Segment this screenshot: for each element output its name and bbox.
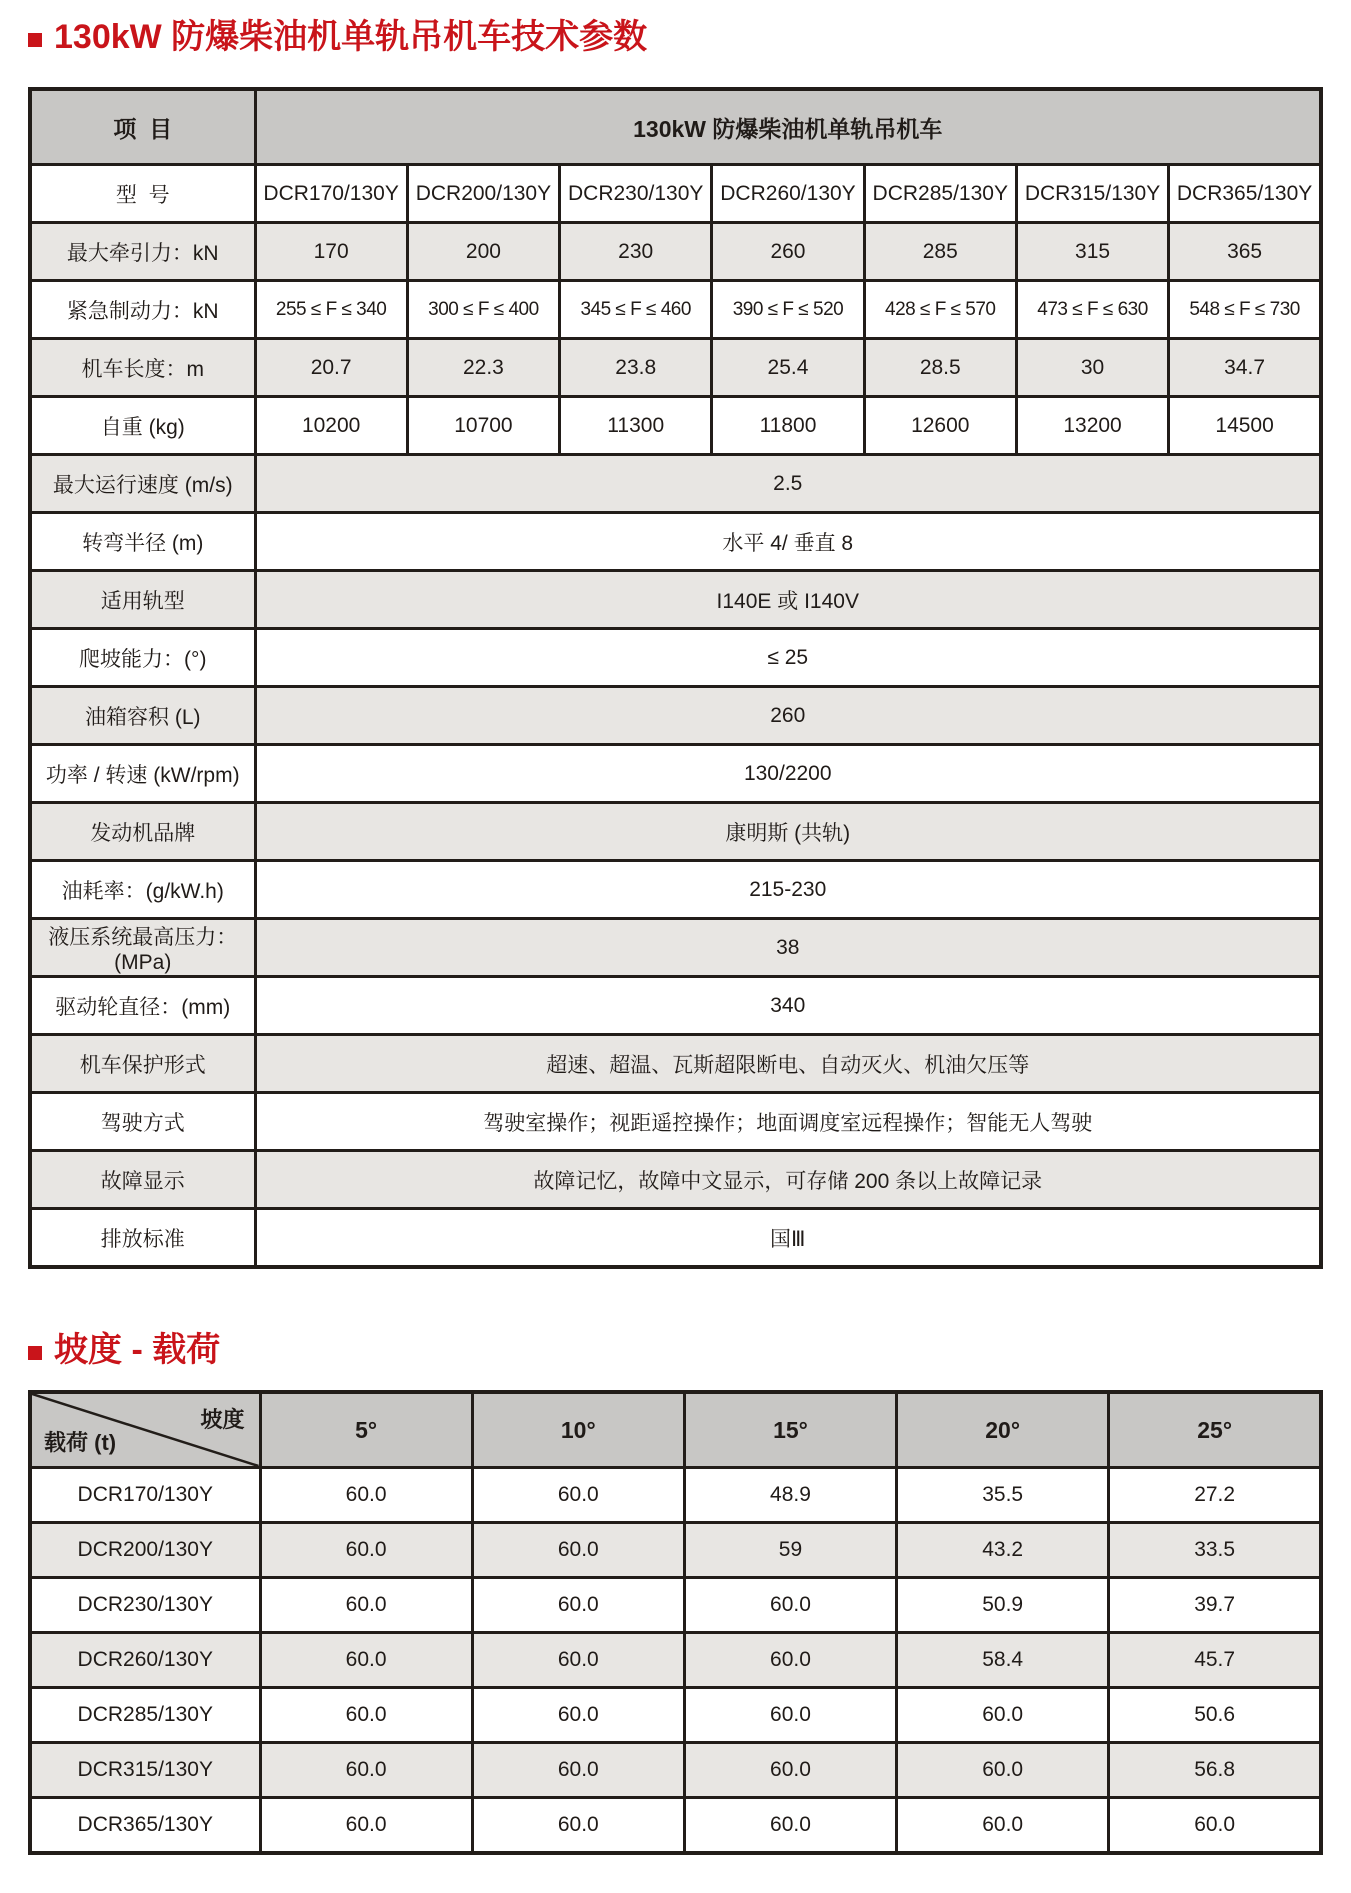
corner-label-load: 载荷 (t) — [44, 1430, 117, 1456]
spec-row-label: 驾驶方式 — [30, 1093, 255, 1151]
slope-cell: 45.7 — [1109, 1633, 1321, 1688]
spec-row-power-rpm — [30, 745, 1321, 803]
slope-header-row — [30, 1392, 1321, 1468]
spec-merged-cell: 130/2200 — [255, 745, 1321, 803]
spec-row-rail-type — [30, 571, 1321, 629]
spec-row-label: 最大牵引力：kN — [30, 223, 255, 281]
spec-cell: 11300 — [560, 397, 712, 455]
slope-column-header: 15° — [684, 1392, 896, 1468]
spec-row-length — [30, 339, 1321, 397]
slope-column-header: 5° — [260, 1392, 472, 1468]
slope-cell: 60.0 — [684, 1743, 896, 1798]
slope-row — [30, 1798, 1321, 1854]
slope-cell: 60.0 — [260, 1743, 472, 1798]
model-cell: DCR365/130Y — [1169, 165, 1321, 223]
spec-cell: 10200 — [255, 397, 407, 455]
slope-cell: 56.8 — [1109, 1743, 1321, 1798]
slope-cell: 58.4 — [897, 1633, 1109, 1688]
slope-row-model: DCR200/130Y — [30, 1523, 260, 1578]
spec-merged-cell: 康明斯 (共轨) — [255, 803, 1321, 861]
slope-row — [30, 1688, 1321, 1743]
slope-cell: 60.0 — [472, 1798, 684, 1854]
spec-row-label: 油箱容积 (L) — [30, 687, 255, 745]
spec-merged-cell: 215-230 — [255, 861, 1321, 919]
slope-row — [30, 1468, 1321, 1523]
slope-cell: 60.0 — [472, 1578, 684, 1633]
slope-cell: 48.9 — [684, 1468, 896, 1523]
spec-merged-cell: 2.5 — [255, 455, 1321, 513]
slope-row-model: DCR170/130Y — [30, 1468, 260, 1523]
slope-cell: 35.5 — [897, 1468, 1109, 1523]
spec-merged-cell: 国Ⅲ — [255, 1209, 1321, 1268]
spec-cell: 548 ≤ F ≤ 730 — [1169, 281, 1321, 339]
spec-row-label: 转弯半径 (m) — [30, 513, 255, 571]
slope-cell: 59 — [684, 1523, 896, 1578]
slope-cell: 60.0 — [684, 1688, 896, 1743]
spec-cell: 170 — [255, 223, 407, 281]
spec-merged-cell: 驾驶室操作；视距遥控操作；地面调度室远程操作；智能无人驾驶 — [255, 1093, 1321, 1151]
spec-corner-cell: 项 目 — [30, 89, 255, 165]
slope-cell: 60.0 — [260, 1578, 472, 1633]
slope-row-model: DCR260/130Y — [30, 1633, 260, 1688]
spec-cell: 23.8 — [560, 339, 712, 397]
spec-merged-cell: 260 — [255, 687, 1321, 745]
section-title-spec-text: 130kW 防爆柴油机单轨吊机车技术参数 — [54, 18, 648, 56]
spec-table — [28, 87, 1323, 1269]
spec-row-label: 排放标准 — [30, 1209, 255, 1268]
slope-cell: 60.0 — [684, 1633, 896, 1688]
model-cell: DCR230/130Y — [560, 165, 712, 223]
slope-cell: 60.0 — [1109, 1798, 1321, 1854]
spec-model-row — [30, 165, 1321, 223]
spec-row-fuel-rate — [30, 861, 1321, 919]
spec-row-brake-force — [30, 281, 1321, 339]
section-title-spec — [28, 18, 1323, 57]
spec-row-label: 油耗率：(g/kW.h) — [30, 861, 255, 919]
slope-load-table — [28, 1390, 1323, 1855]
slope-cell: 60.0 — [897, 1743, 1109, 1798]
spec-cell: 390 ≤ F ≤ 520 — [712, 281, 864, 339]
slope-cell: 33.5 — [1109, 1523, 1321, 1578]
slope-row-model: DCR365/130Y — [30, 1798, 260, 1854]
slope-cell: 60.0 — [260, 1688, 472, 1743]
spec-cell: 22.3 — [407, 339, 559, 397]
spec-row-fault-display — [30, 1151, 1321, 1209]
spec-merged-cell: 340 — [255, 977, 1321, 1035]
spec-row-label: 液压系统最高压力：(MPa) — [30, 919, 255, 977]
slope-column-header: 20° — [897, 1392, 1109, 1468]
spec-cell: 14500 — [1169, 397, 1321, 455]
slope-column-header: 25° — [1109, 1392, 1321, 1468]
section-bullet-icon — [28, 33, 42, 47]
slope-row — [30, 1743, 1321, 1798]
spec-merged-cell: 38 — [255, 919, 1321, 977]
slope-cell: 60.0 — [472, 1743, 684, 1798]
spec-row-emission-standard — [30, 1209, 1321, 1268]
spec-merged-cell: I140E 或 I140V — [255, 571, 1321, 629]
slope-cell: 60.0 — [472, 1633, 684, 1688]
spec-merged-cell: 超速、超温、瓦斯超限断电、自动灭火、机油欠压等 — [255, 1035, 1321, 1093]
spec-cell: 200 — [407, 223, 559, 281]
spec-merged-cell: ≤ 25 — [255, 629, 1321, 687]
spec-row-label: 功率 / 转速 (kW/rpm) — [30, 745, 255, 803]
spec-cell: 473 ≤ F ≤ 630 — [1016, 281, 1168, 339]
slope-row — [30, 1633, 1321, 1688]
spec-row-label: 紧急制动力：kN — [30, 281, 255, 339]
spec-cell: 11800 — [712, 397, 864, 455]
spec-cell: 25.4 — [712, 339, 864, 397]
spec-cell: 230 — [560, 223, 712, 281]
spec-row-label: 机车长度：m — [30, 339, 255, 397]
spec-row-turn-radius — [30, 513, 1321, 571]
slope-cell: 43.2 — [897, 1523, 1109, 1578]
spec-row-max-speed — [30, 455, 1321, 513]
slope-cell: 60.0 — [472, 1468, 684, 1523]
spec-row-label: 驱动轮直径：(mm) — [30, 977, 255, 1035]
slope-row — [30, 1578, 1321, 1633]
spec-merged-cell: 故障记忆，故障中文显示，可存储 200 条以上故障记录 — [255, 1151, 1321, 1209]
spec-row-label: 型 号 — [30, 165, 255, 223]
slope-row — [30, 1523, 1321, 1578]
spec-cell: 30 — [1016, 339, 1168, 397]
slope-cell: 50.9 — [897, 1578, 1109, 1633]
model-cell: DCR170/130Y — [255, 165, 407, 223]
spec-cell: 28.5 — [864, 339, 1016, 397]
slope-cell: 60.0 — [260, 1633, 472, 1688]
spec-row-label: 最大运行速度 (m/s) — [30, 455, 255, 513]
corner-label-slope: 坡度 — [200, 1407, 245, 1433]
slope-cell: 60.0 — [684, 1578, 896, 1633]
spec-cell: 345 ≤ F ≤ 460 — [560, 281, 712, 339]
slope-row-model: DCR285/130Y — [30, 1688, 260, 1743]
slope-cell: 27.2 — [1109, 1468, 1321, 1523]
section-title-slope — [28, 1331, 1323, 1370]
slope-cell: 60.0 — [472, 1688, 684, 1743]
spec-cell: 315 — [1016, 223, 1168, 281]
model-cell: DCR285/130Y — [864, 165, 1016, 223]
spec-cell: 13200 — [1016, 397, 1168, 455]
spec-header-row — [30, 89, 1321, 165]
spec-row-engine-brand — [30, 803, 1321, 861]
spec-row-max-traction — [30, 223, 1321, 281]
slope-cell: 60.0 — [897, 1798, 1109, 1854]
spec-row-label: 发动机品牌 — [30, 803, 255, 861]
slope-cell: 60.0 — [897, 1688, 1109, 1743]
spec-row-label: 爬坡能力：(°) — [30, 629, 255, 687]
spec-cell: 428 ≤ F ≤ 570 — [864, 281, 1016, 339]
spec-cell: 365 — [1169, 223, 1321, 281]
spec-cell: 285 — [864, 223, 1016, 281]
slope-cell: 60.0 — [684, 1798, 896, 1854]
slope-cell: 39.7 — [1109, 1578, 1321, 1633]
spec-row-fuel-tank — [30, 687, 1321, 745]
slope-row-model: DCR230/130Y — [30, 1578, 260, 1633]
model-cell: DCR315/130Y — [1016, 165, 1168, 223]
spec-row-wheel-diameter — [30, 977, 1321, 1035]
spec-group-header: 130kW 防爆柴油机单轨吊机车 — [255, 89, 1321, 165]
spec-cell: 12600 — [864, 397, 1016, 455]
spec-row-weight — [30, 397, 1321, 455]
spec-cell: 255 ≤ F ≤ 340 — [255, 281, 407, 339]
spec-row-label: 机车保护形式 — [30, 1035, 255, 1093]
spec-cell: 34.7 — [1169, 339, 1321, 397]
model-cell: DCR200/130Y — [407, 165, 559, 223]
model-cell: DCR260/130Y — [712, 165, 864, 223]
slope-column-header: 10° — [472, 1392, 684, 1468]
spec-row-protection — [30, 1035, 1321, 1093]
slope-cell: 60.0 — [260, 1523, 472, 1578]
slope-cell: 60.0 — [472, 1523, 684, 1578]
spec-row-label: 自重 (kg) — [30, 397, 255, 455]
spec-row-driving-mode — [30, 1093, 1321, 1151]
spec-merged-cell: 水平 4/ 垂直 8 — [255, 513, 1321, 571]
slope-row-model: DCR315/130Y — [30, 1743, 260, 1798]
spec-cell: 260 — [712, 223, 864, 281]
spec-cell: 10700 — [407, 397, 559, 455]
section-title-slope-text: 坡度 - 载荷 — [54, 1331, 221, 1370]
spec-row-label: 故障显示 — [30, 1151, 255, 1209]
slope-cell: 60.0 — [260, 1798, 472, 1854]
slope-corner-cell — [30, 1392, 260, 1468]
spec-row-hydraulic-pressure — [30, 919, 1321, 977]
slope-cell: 50.6 — [1109, 1688, 1321, 1743]
spec-cell: 300 ≤ F ≤ 400 — [407, 281, 559, 339]
section-bullet-icon — [28, 1346, 42, 1360]
spec-row-label: 适用轨型 — [30, 571, 255, 629]
spec-row-climb-ability — [30, 629, 1321, 687]
spec-cell: 20.7 — [255, 339, 407, 397]
slope-cell: 60.0 — [260, 1468, 472, 1523]
